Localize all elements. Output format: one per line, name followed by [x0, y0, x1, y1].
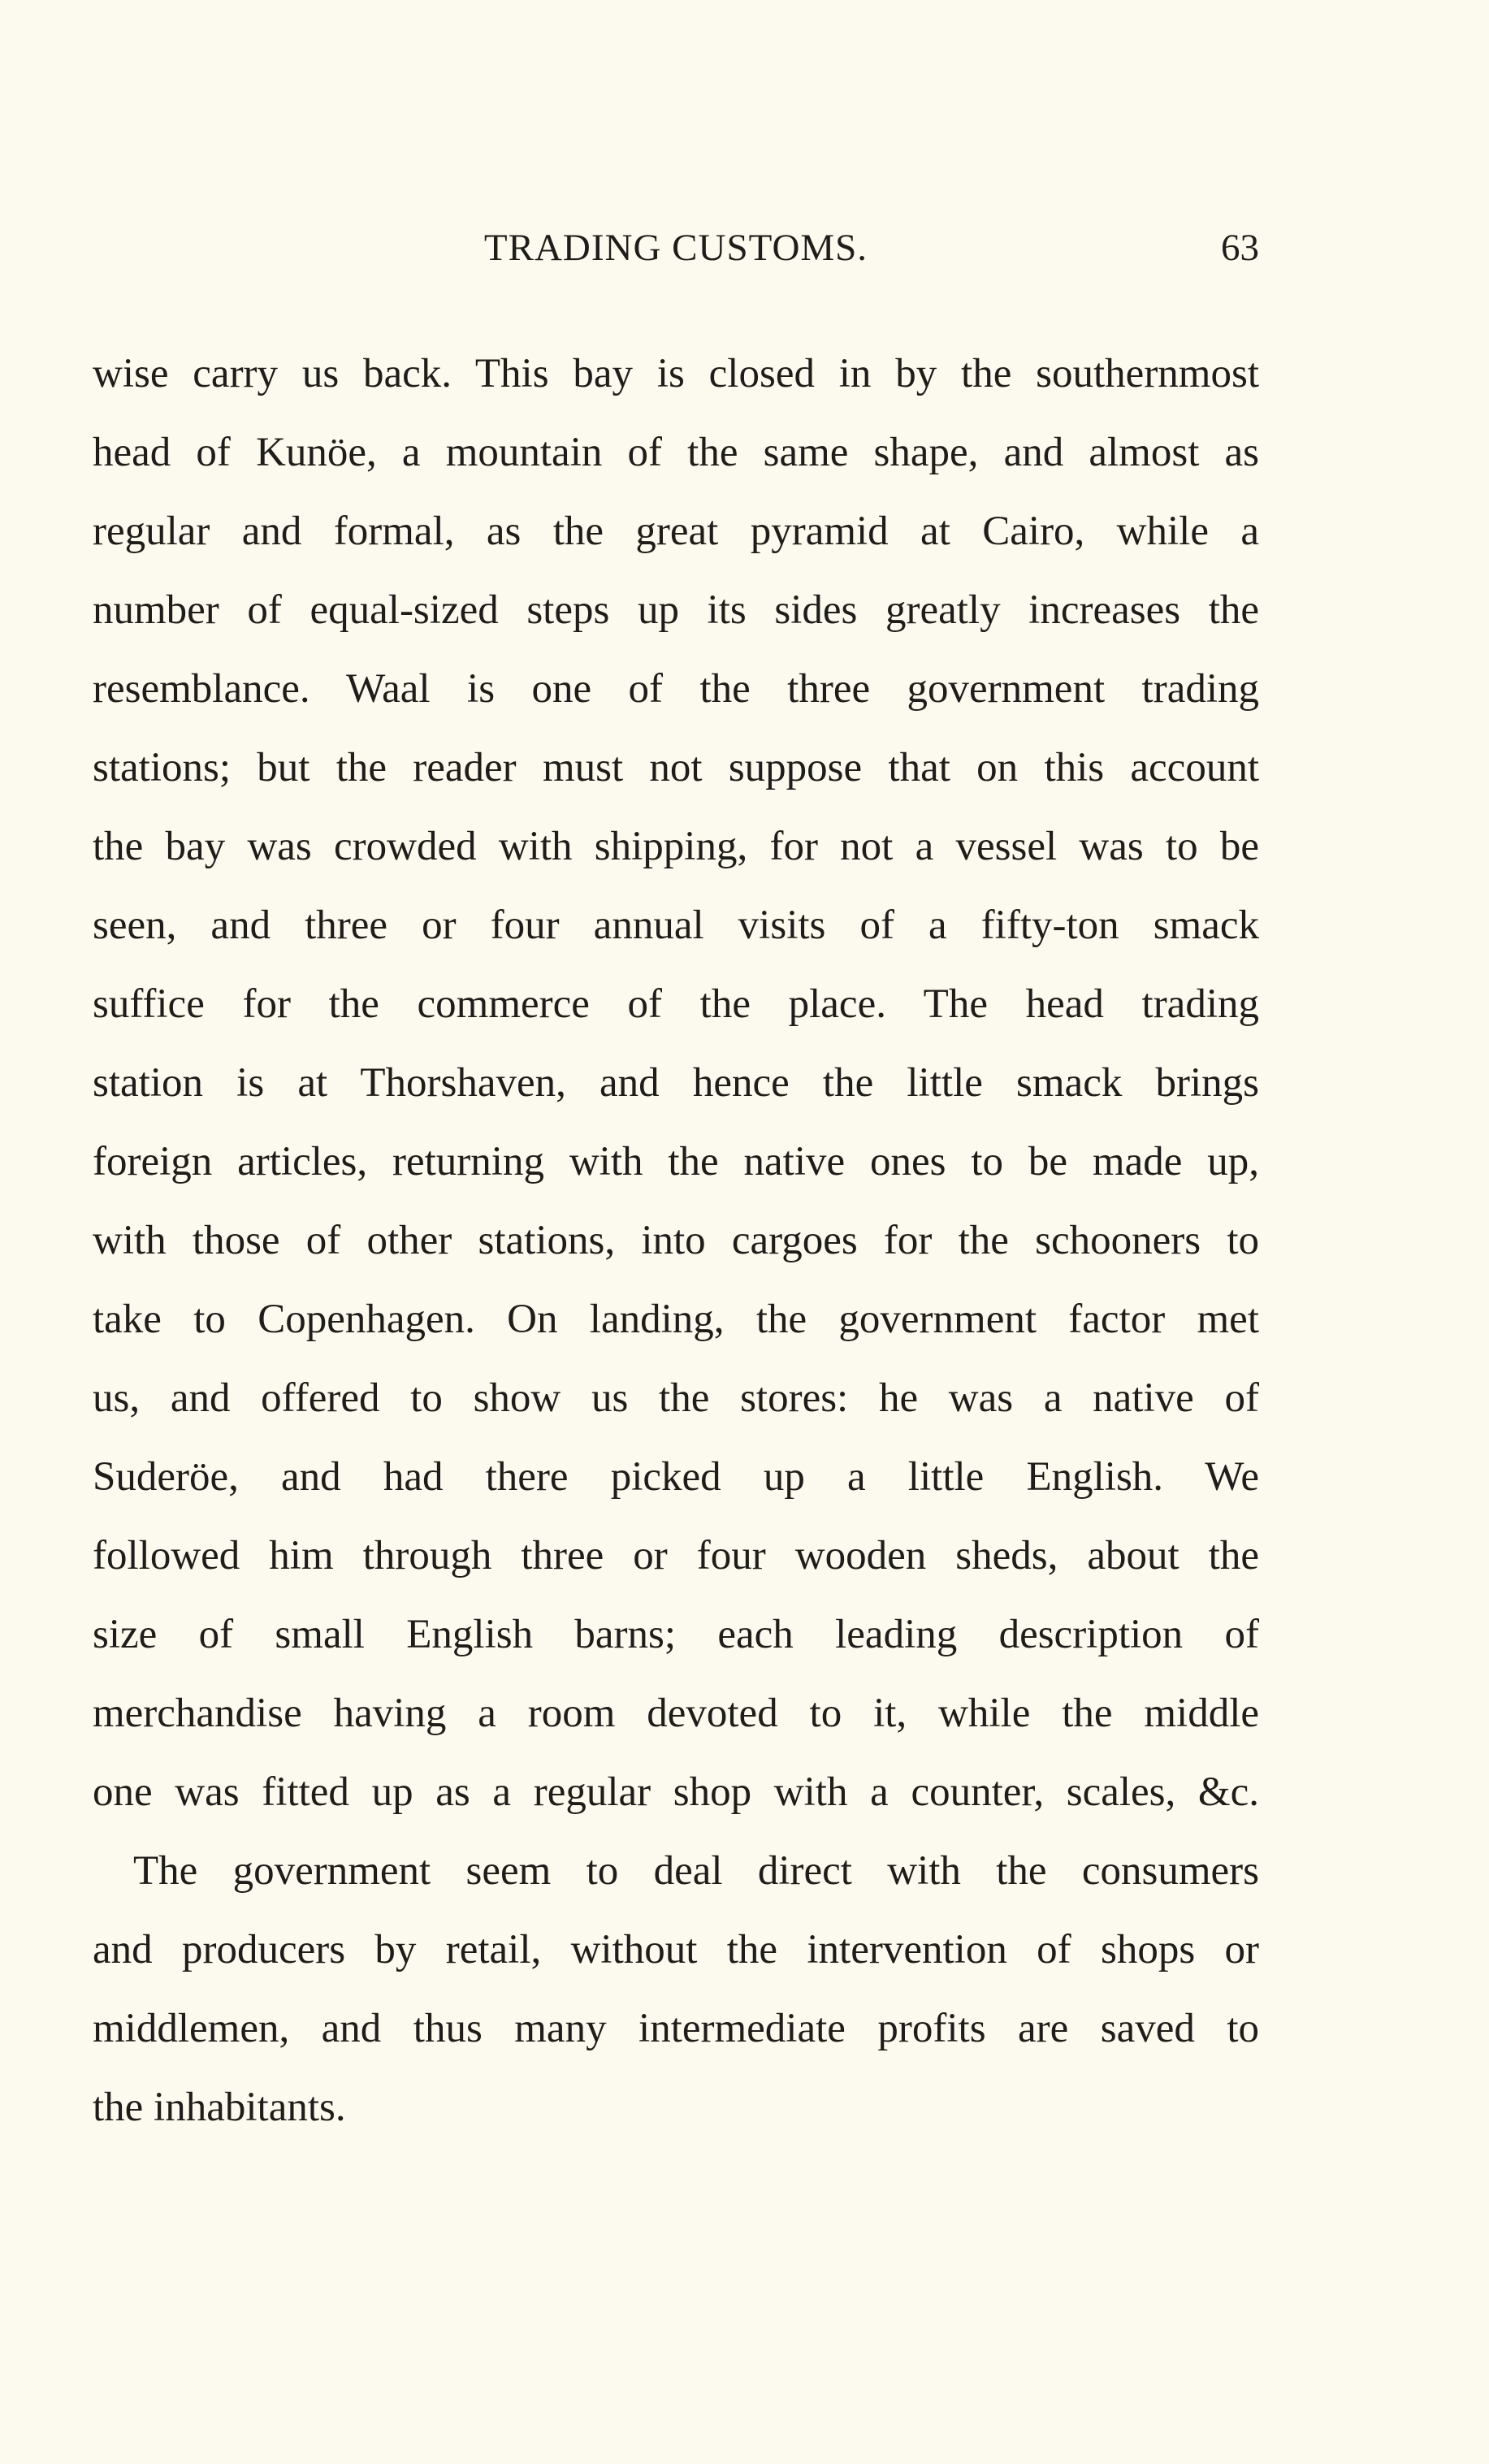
text-line: size of small English barns; each leading description of [93, 1612, 1259, 1657]
text-line: middlemen, and thus many intermediate profits are saved to [93, 2006, 1259, 2051]
text-line: Suderöe, and had there picked up a little English. We [93, 1454, 1259, 1500]
text-line: foreign articles, returning with the native ones to be made up, [93, 1139, 1259, 1184]
text-line: regular and formal, as the great pyramid at Cairo, while a [93, 509, 1259, 554]
text-line: take to Copenhagen. On landing, the government factor met [93, 1297, 1259, 1342]
text-line-paragraph-start: The government seem to deal direct with the consumers [133, 1848, 1259, 1894]
page-header [93, 219, 1259, 276]
text-line: number of equal-sized steps up its sides greatly increases the [93, 587, 1259, 633]
text-line: and producers by retail, without the intervention of shops or [93, 1927, 1259, 1972]
text-line: merchandise having a room devoted to it, while the middle [93, 1691, 1259, 1736]
running-title: TRADING CUSTOMS. [483, 227, 868, 269]
page-number: 63 [1221, 227, 1259, 269]
text-line: resemblance. Waal is one of the three government trading [93, 666, 1259, 712]
text-line: suffice for the commerce of the place. The head trading [93, 981, 1259, 1027]
text-line: head of Kunöe, a mountain of the same shape, and almost as [93, 430, 1259, 475]
text-line: one was fitted up as a regular shop with a counter, scales, &c. [93, 1769, 1259, 1815]
text-line: seen, and three or four annual visits of a fifty-ton smack [93, 903, 1259, 948]
text-line-paragraph-end: the inhabitants. [93, 2085, 346, 2130]
body-text [93, 335, 1259, 2147]
text-line: with those of other stations, into cargoes for the schooners to [93, 1218, 1259, 1263]
text-line: station is at Thorshaven, and hence the little smack brings [93, 1060, 1259, 1106]
text-line: followed him through three or four wooden sheds, about the [93, 1533, 1259, 1578]
text-line: the bay was crowded with shipping, for not a vessel was to be [93, 824, 1259, 869]
text-line: us, and offered to show us the stores: he was a native of [93, 1375, 1259, 1421]
text-line: stations; but the reader must not suppose that on this account [93, 745, 1259, 790]
text-line: wise carry us back. This bay is closed in by the southernmost [93, 351, 1259, 396]
